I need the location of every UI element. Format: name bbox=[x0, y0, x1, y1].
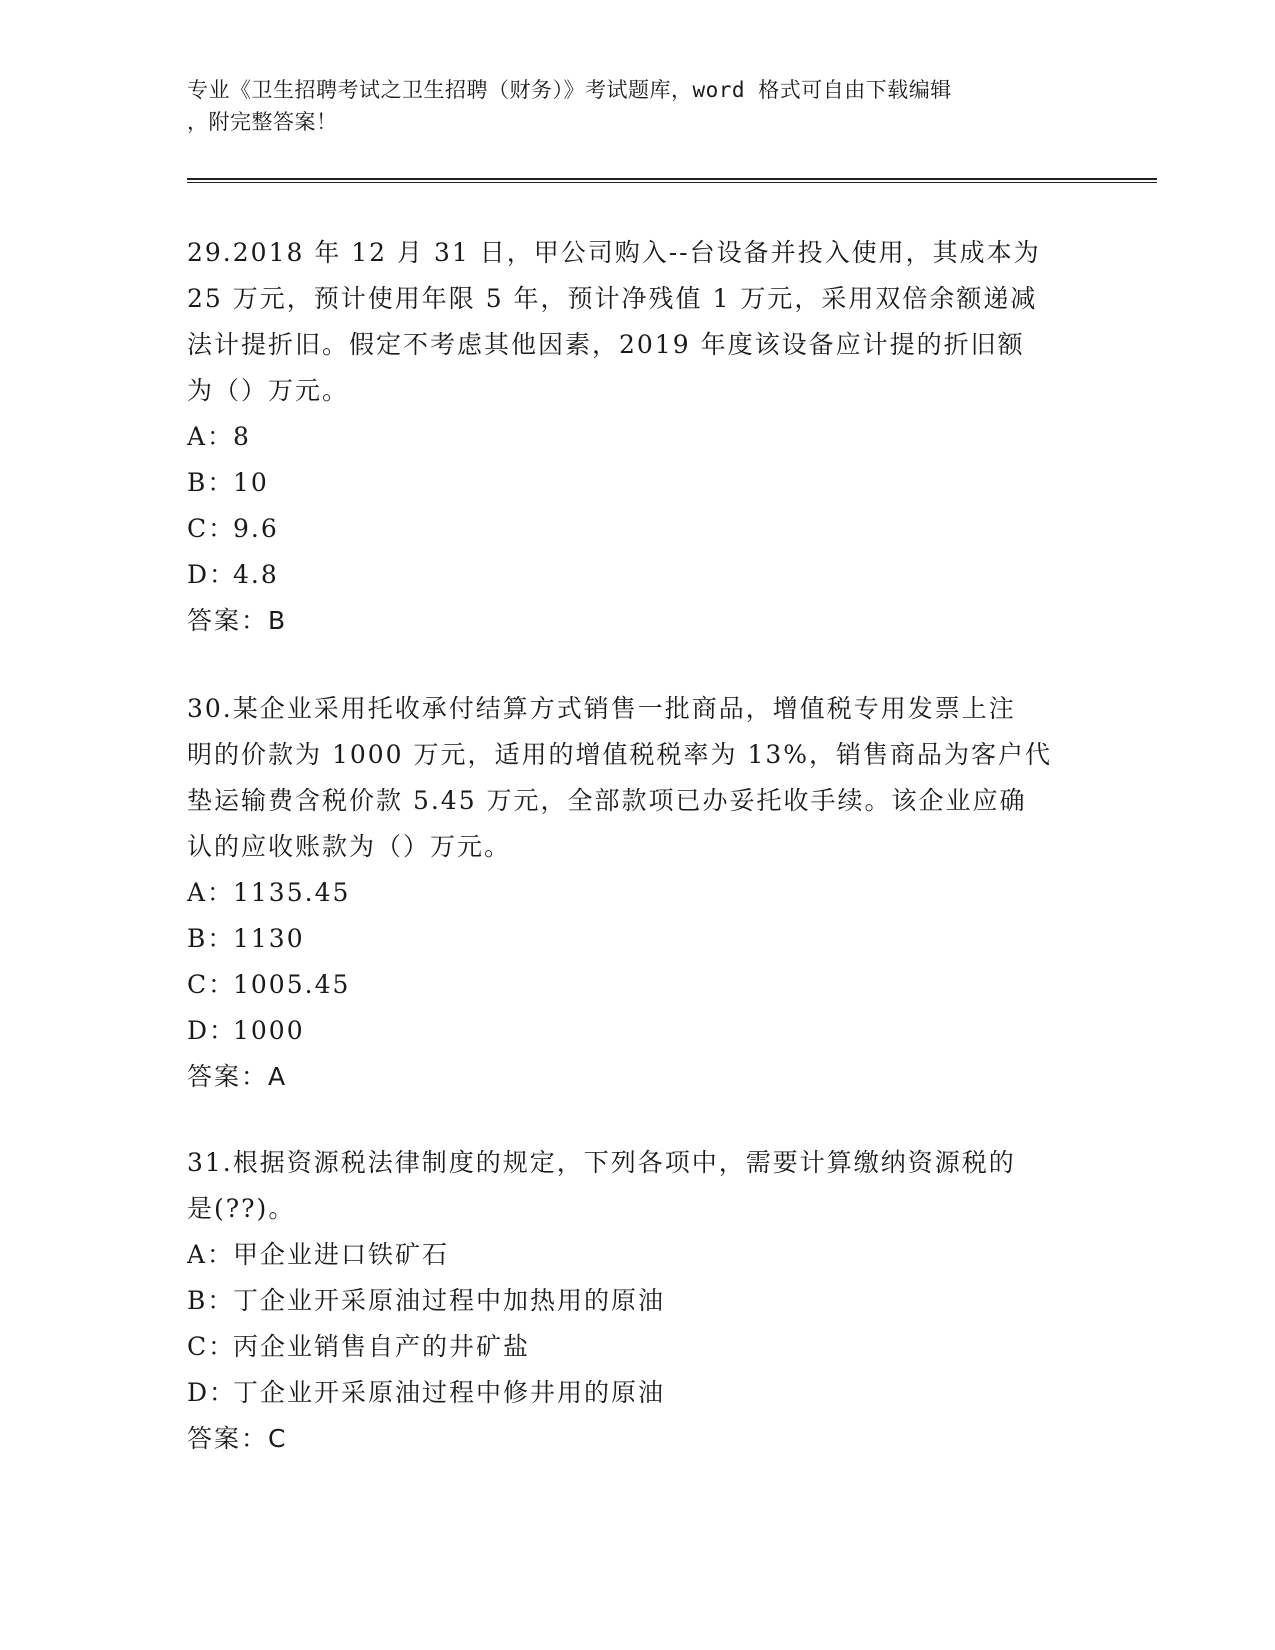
question-line: 垫运输费含税价款 5.45 万元，全部款项已办妥托收手续。该企业应确 bbox=[187, 786, 1027, 815]
question-line: 25 万元，预计使用年限 5 年，预计净残值 1 万元，采用双倍余额递减 bbox=[187, 284, 1038, 313]
question-block bbox=[187, 230, 1077, 644]
question-line: 是(??)。 bbox=[187, 1194, 296, 1223]
option-text: 甲企业进口铁矿石 bbox=[233, 1240, 450, 1269]
option-text: 丙企业销售自产的井矿盐 bbox=[233, 1332, 531, 1361]
option-text: 1005.45 bbox=[233, 970, 351, 999]
question-block bbox=[187, 1140, 1077, 1462]
option-letter: D： bbox=[187, 1016, 237, 1045]
option-text: 丁企业开采原油过程中修井用的原油 bbox=[233, 1378, 666, 1407]
answer: 答案：A bbox=[187, 1062, 288, 1091]
option-letter: C： bbox=[187, 514, 236, 543]
option-text: 4.8 bbox=[233, 560, 279, 589]
question-line: 31.根据资源税法律制度的规定，下列各项中，需要计算缴纳资源税的 bbox=[187, 1148, 1016, 1177]
option-letter: B： bbox=[187, 1286, 235, 1315]
question-line: 为（）万元。 bbox=[187, 376, 350, 405]
header-line-1: 专业《卫生招聘考试之卫生招聘（财务）》考试题库，word 格式可自由下载编辑 bbox=[187, 78, 952, 102]
option-text: 8 bbox=[233, 422, 251, 451]
option-letter: A： bbox=[187, 1240, 235, 1269]
question-line: 法计提折旧。假定不考虑其他因素，2019 年度该设备应计提的折旧额 bbox=[187, 330, 1025, 359]
option-d bbox=[187, 552, 1077, 598]
option-letter: A： bbox=[187, 422, 235, 451]
question-line: 认的应收账款为（）万元。 bbox=[187, 832, 512, 861]
option-b bbox=[187, 916, 1077, 962]
option-c bbox=[187, 1324, 1077, 1370]
option-letter: D： bbox=[187, 560, 237, 589]
header-divider bbox=[187, 178, 1157, 183]
option-letter: A： bbox=[187, 878, 235, 907]
option-letter: B： bbox=[187, 924, 235, 953]
question-line: 明的价款为 1000 万元，适用的增值税税率为 13%，销售商品为客户代 bbox=[187, 740, 1053, 769]
option-text: 1000 bbox=[233, 1016, 305, 1045]
question-block bbox=[187, 686, 1077, 1100]
answer: 答案：B bbox=[187, 606, 288, 635]
option-d bbox=[187, 1370, 1077, 1416]
question-line: 29.2018 年 12 月 31 日，甲公司购入--台设备并投入使用，其成本为 bbox=[187, 238, 1041, 267]
option-text: 9.6 bbox=[233, 514, 279, 543]
question-line: 30.某企业采用托收承付结算方式销售一批商品，增值税专用发票上注 bbox=[187, 694, 1016, 723]
option-text: 1135.45 bbox=[233, 878, 351, 907]
option-a bbox=[187, 870, 1077, 916]
document-header bbox=[187, 74, 1067, 138]
option-a bbox=[187, 1232, 1077, 1278]
option-text: 1130 bbox=[233, 924, 305, 953]
option-letter: C： bbox=[187, 970, 236, 999]
option-b bbox=[187, 1278, 1077, 1324]
option-d bbox=[187, 1008, 1077, 1054]
option-a bbox=[187, 414, 1077, 460]
option-text: 丁企业开采原油过程中加热用的原油 bbox=[233, 1286, 666, 1315]
option-c bbox=[187, 962, 1077, 1008]
option-c bbox=[187, 506, 1077, 552]
option-letter: C： bbox=[187, 1332, 236, 1361]
option-text: 10 bbox=[233, 468, 269, 497]
option-letter: B： bbox=[187, 468, 235, 497]
header-line-2: ，附完整答案！ bbox=[187, 110, 338, 134]
answer: 答案：C bbox=[187, 1424, 288, 1453]
option-b bbox=[187, 460, 1077, 506]
option-letter: D： bbox=[187, 1378, 237, 1407]
